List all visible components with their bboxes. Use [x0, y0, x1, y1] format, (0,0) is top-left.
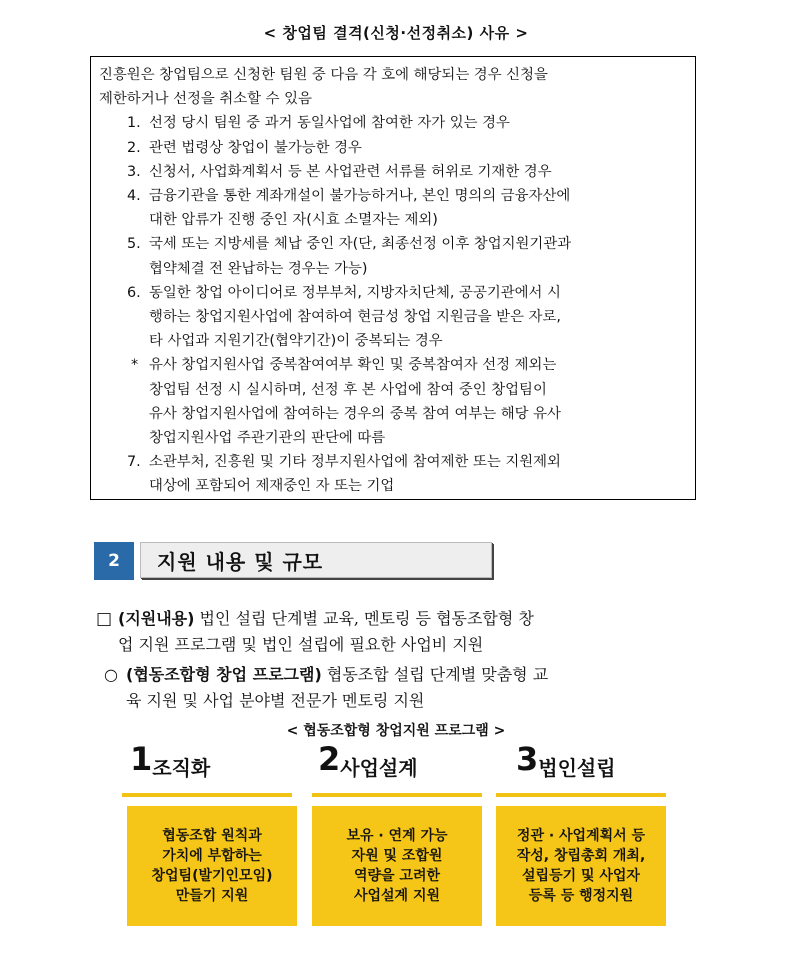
intro-line-2: 제한하거나 선정을 취소할 수 있음 — [99, 91, 312, 108]
list-item: 1. 선정 당시 팀원 중 과거 동일사업에 참여한 자가 있는 경우 — [127, 115, 510, 132]
circle-bullet-icon: ○ — [104, 665, 118, 684]
program-paragraph: ○ (협동조합형 창업 프로그램) 협동조합 설립 단계별 맞춤형 교 육 지원 및 사업 분야별 전문가 멘토링 지원 — [104, 662, 696, 714]
stage-1-heading: 1조직화 — [130, 740, 211, 780]
stage-3-heading: 3법인설립 — [516, 740, 616, 780]
section-header — [94, 542, 492, 580]
program-label: (협동조합형 창업 프로그램) — [126, 665, 322, 684]
stage-1-divider — [122, 793, 292, 797]
list-item: 5. 국세 또는 지방세를 체납 중인 자(단, 최종선정 이후 창업지원기관과 — [127, 236, 572, 253]
list-item: 4. 금융기관을 통한 계좌개설이 불가능하거나, 본인 명의의 금융자산에 — [127, 188, 571, 205]
list-item-cont: 타 사업과 지원기간(협약기간)이 중복되는 경우 — [149, 333, 443, 350]
support-content-label: (지원내용) — [118, 609, 195, 628]
list-item: 6. 동일한 창업 아이디어로 정부부처, 지방자치단체, 공공기관에서 시 — [127, 284, 561, 301]
disqualification-title: < 창업팀 결격(신청·선정취소) 사유 > — [263, 24, 529, 42]
section-number-badge: 2 — [94, 542, 134, 580]
list-item: 2. 관련 법령상 창업이 불가능한 경우 — [127, 139, 362, 156]
intro-line-1: 진흥원은 창업팀으로 신청한 팀원 중 다음 각 호에 해당되는 경우 신청을 — [99, 67, 548, 83]
stage-2-divider — [312, 793, 482, 797]
stage-2-description: 보유 · 연계 가능 자원 및 조합원 역량을 고려한 사업설계 지원 — [312, 806, 482, 926]
note-item-cont: 유사 창업지원사업에 참여하는 경우의 중복 참여 여부는 해당 유사 — [149, 405, 561, 422]
list-item: 3. 신청서, 사업화계획서 등 본 사업관련 서류를 허위로 기재한 경우 — [127, 163, 552, 180]
stage-3-divider — [496, 793, 666, 797]
list-item-cont: 협약체결 전 완납하는 경우는 가능) — [149, 260, 368, 277]
list-item-cont: 행하는 창업지원사업에 참여하여 현금성 창업 지원금을 받은 자로, — [149, 309, 561, 326]
support-content-paragraph: □ (지원내용) 법인 설립 단계별 교육, 멘토링 등 협동조합형 창 업 지원 프로그램 및 법인 설립에 필요한 사업비 지원 — [96, 606, 696, 658]
note-item: * 유사 창업지원사업 중복참여여부 확인 및 중복참여자 선정 제외는 — [131, 357, 557, 374]
list-item-cont: 대한 압류가 진행 중인 자(시효 소멸자는 제외) — [149, 212, 438, 229]
disqualification-box — [90, 56, 696, 500]
stage-1-description: 협동조합 원칙과 가치에 부합하는 창업팀(발기인모임) 만들기 지원 — [127, 806, 297, 926]
list-item: 7. 소관부처, 진흥원 및 기타 정부지원사업에 참여제한 또는 지원제외 — [127, 454, 561, 471]
stage-3-description: 정관 · 사업계획서 등 작성, 창립총회 개최, 설립등기 및 사업자 등록 등 행정지원 — [496, 806, 666, 926]
disqualification-list — [99, 111, 687, 498]
square-bullet-icon: □ — [96, 609, 113, 629]
stage-2-heading: 2사업설계 — [318, 740, 418, 780]
note-item-cont: 창업팀 선정 시 실시하며, 선정 후 본 사업에 참여 중인 창업팀이 — [149, 381, 547, 398]
list-item-cont: 대상에 포함되어 제재중인 자 또는 기업 — [149, 478, 395, 495]
program-title: < 협동조합형 창업지원 프로그램 > — [286, 723, 506, 739]
note-item-cont: 창업지원사업 주관기관의 판단에 따름 — [149, 430, 386, 447]
section-title: 지원 내용 및 규모 — [140, 542, 492, 578]
